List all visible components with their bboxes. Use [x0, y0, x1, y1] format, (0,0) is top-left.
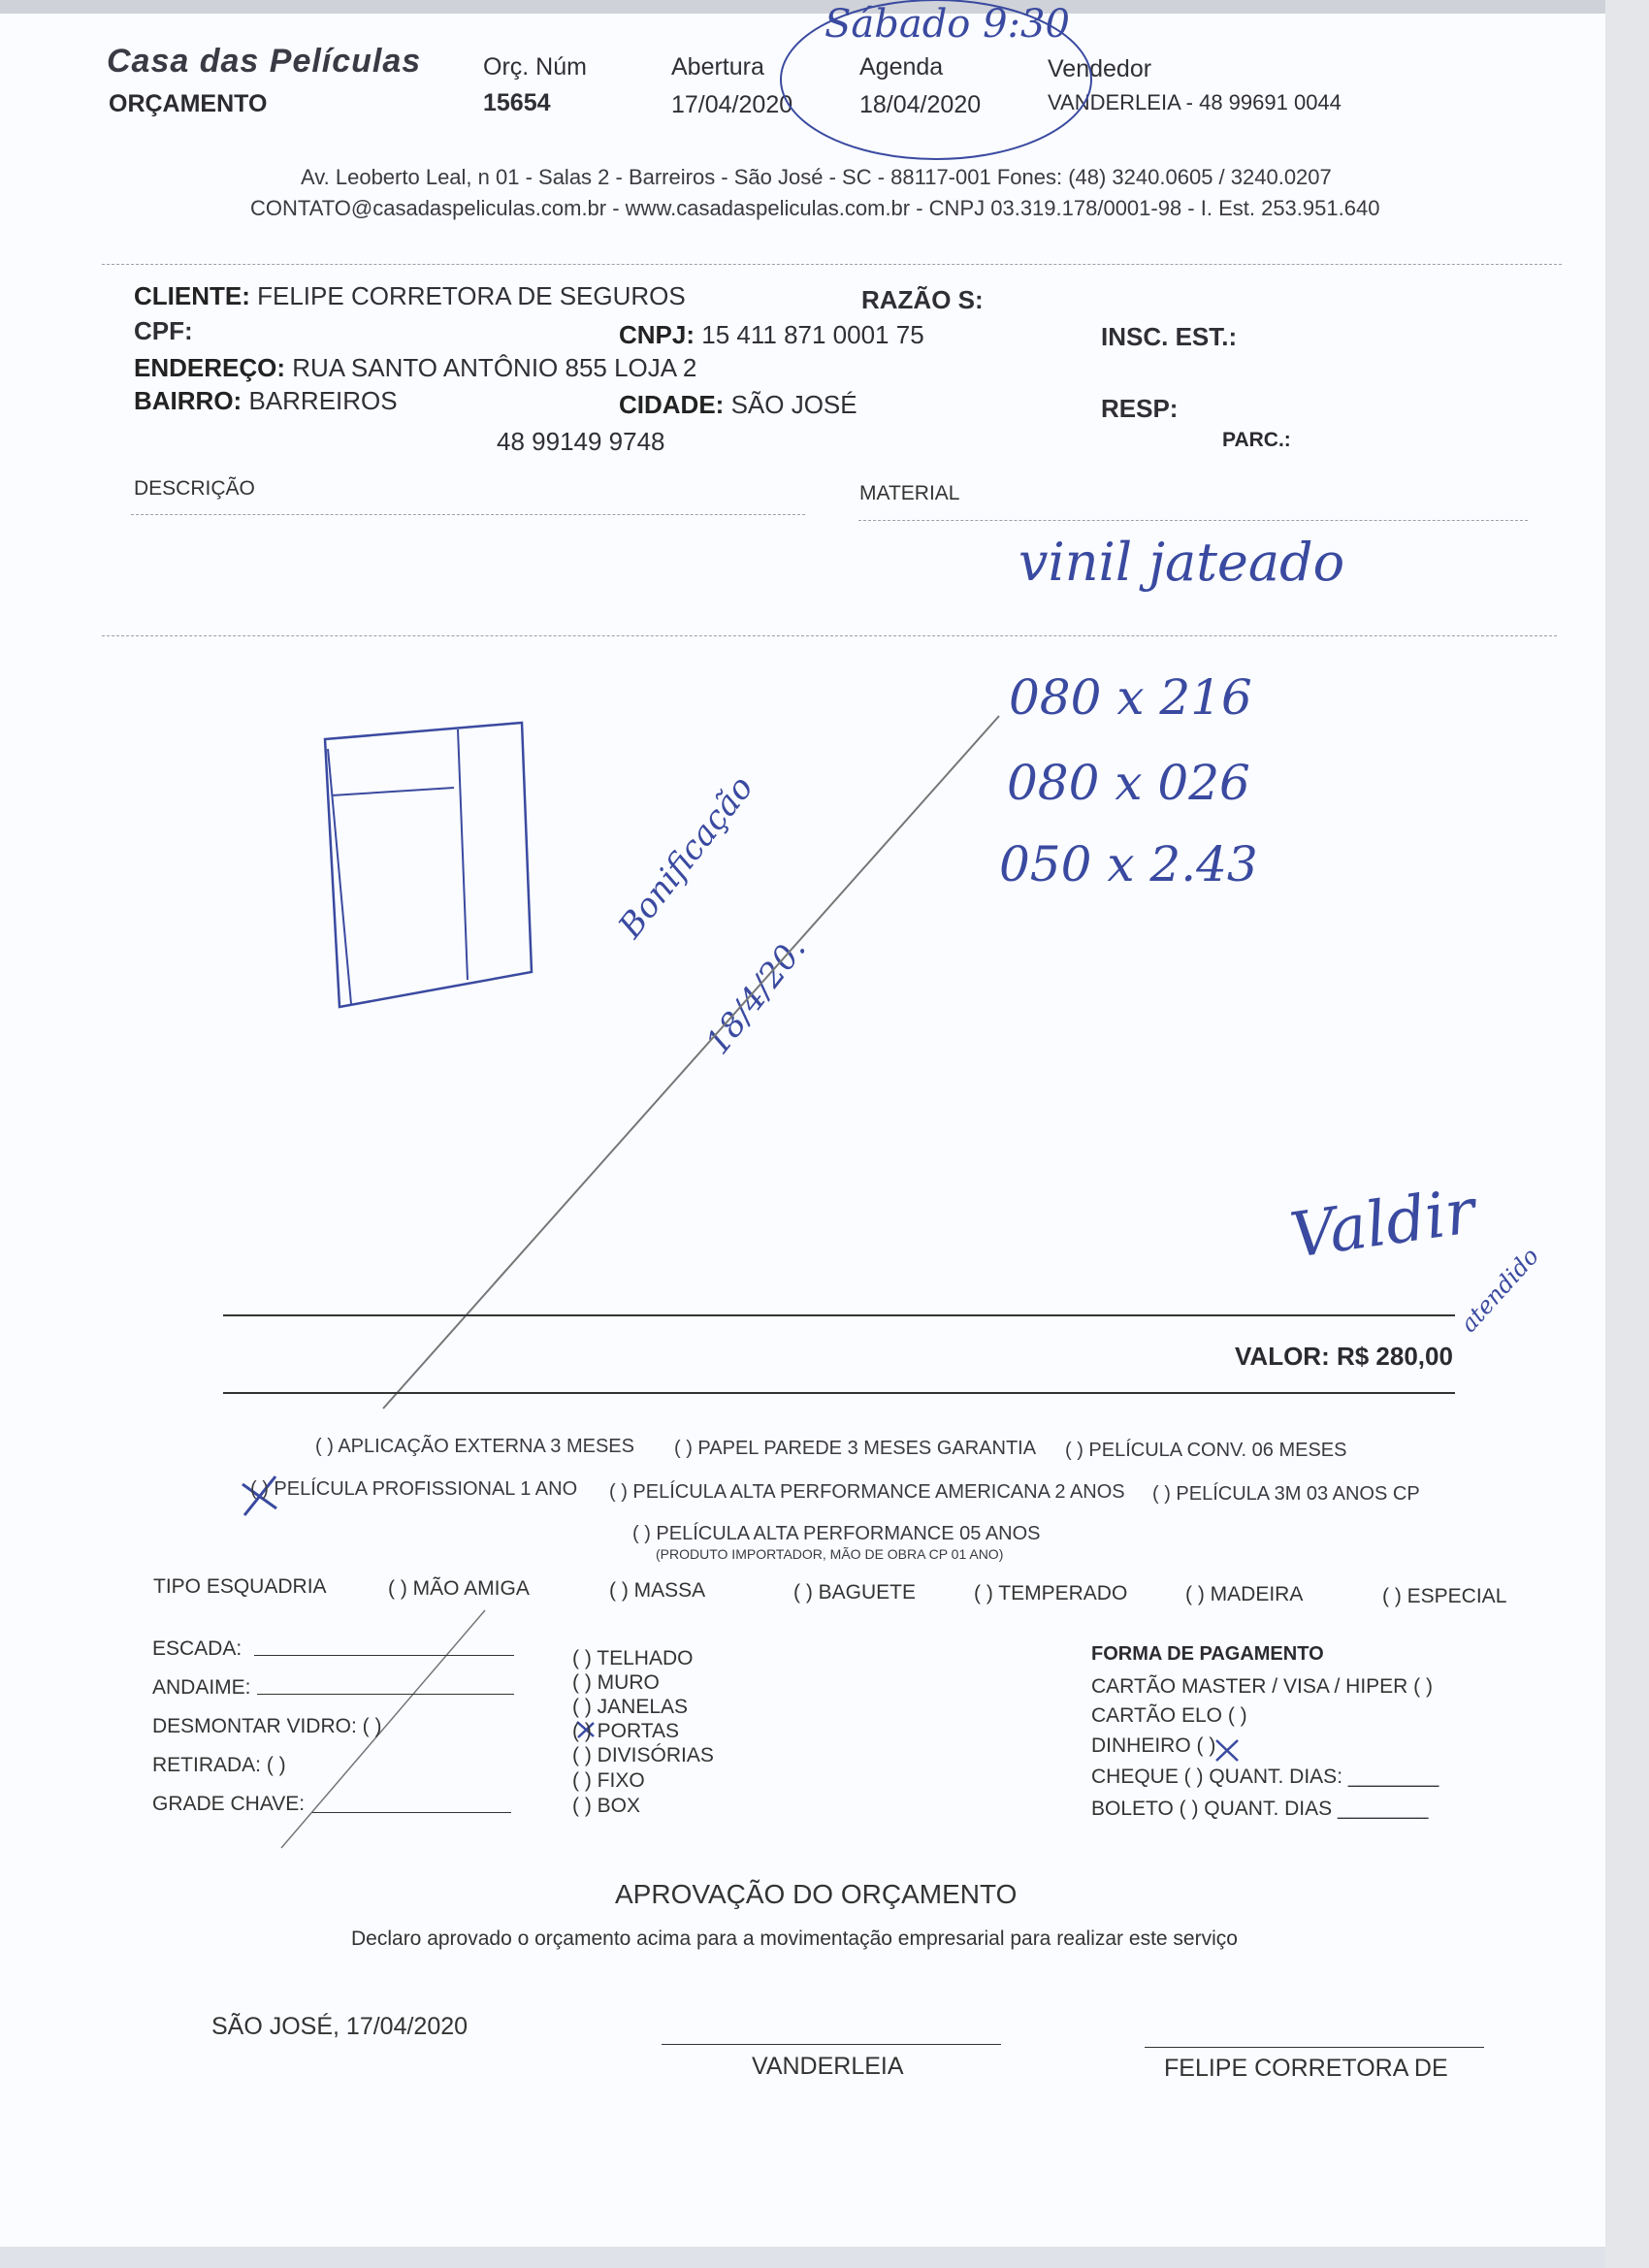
escada-label: ESCADA:: [152, 1637, 242, 1660]
option-alta-performance-americana[interactable]: ( ) PELÍCULA ALTA PERFORMANCE AMERICANA 2 ANOS: [609, 1481, 1125, 1503]
valor-top-line: [223, 1314, 1455, 1316]
company-contact: CONTATO@casadaspeliculas.com.br - www.casadaspeliculas.com.br - CNPJ 03.319.178/0001-98 - I. Est. 253.951.640: [250, 196, 1380, 220]
cpf-label: CPF:: [134, 316, 193, 345]
cidade-row: CIDADE: SÃO JOSÉ: [619, 390, 857, 419]
service-janelas[interactable]: ( ) JANELAS: [572, 1696, 689, 1718]
door-sketch-outline: [325, 723, 532, 1007]
handwritten-side-note: atendido: [1455, 1242, 1545, 1338]
cancel-diagonal-line: [383, 716, 999, 1409]
payment-cheque[interactable]: CHEQUE ( ) QUANT. DIAS: ________: [1091, 1766, 1439, 1788]
payment-cartao-elo[interactable]: CARTÃO ELO ( ): [1091, 1704, 1247, 1727]
agenda-circle: [781, 0, 1091, 159]
service-box[interactable]: ( ) BOX: [572, 1795, 641, 1817]
service-telhado[interactable]: ( ) TELHADO: [572, 1647, 694, 1669]
resp-label: RESP:: [1101, 394, 1179, 423]
abertura-label: Abertura: [671, 53, 764, 81]
option-pelicula-profissional[interactable]: ( ) PELÍCULA PROFISSIONAL 1 ANO: [250, 1478, 578, 1500]
grade-chave-line[interactable]: [312, 1812, 511, 1813]
orc-num-label: Orç. Núm: [483, 53, 587, 81]
signature-felipe: FELIPE CORRETORA DE: [1164, 2055, 1448, 2082]
handwritten-signature: Valdir: [1285, 1176, 1480, 1273]
escada-line[interactable]: [254, 1655, 514, 1656]
handwritten-note-date: 18/4/20.: [698, 929, 814, 1062]
valor-row: VALOR: R$ 280,00: [1235, 1342, 1453, 1371]
vendedor-value: VANDERLEIA - 48 99691 0044: [1048, 90, 1342, 114]
cliente-row: CLIENTE: FELIPE CORRETORA DE SEGUROS: [134, 281, 686, 310]
andaime-line[interactable]: [257, 1694, 514, 1695]
payment-boleto[interactable]: BOLETO ( ) QUANT. DIAS ________: [1091, 1798, 1429, 1820]
approval-title: APROVAÇÃO DO ORÇAMENTO: [615, 1879, 1018, 1909]
esquadria-temperado[interactable]: ( ) TEMPERADO: [974, 1582, 1128, 1604]
signature-line-right[interactable]: [1145, 2047, 1484, 2048]
company-address: Av. Leoberto Leal, n 01 - Salas 2 - Barreiros - São José - SC - 88117-001 Fones: (48) 3240.0605 / 3240.0207: [301, 165, 1332, 189]
grade-chave-label: GRADE CHAVE:: [152, 1793, 306, 1815]
doc-type-title: ORÇAMENTO: [109, 90, 268, 117]
abertura-value: 17/04/2020: [671, 91, 793, 118]
agenda-value: 18/04/2020: [859, 91, 982, 118]
orc-num-value: 15654: [483, 89, 551, 116]
option-alta-performance-note: (PRODUTO IMPORTADOR, MÃO DE OBRA CP 01 ANO): [656, 1546, 1004, 1562]
option-pelicula-conv[interactable]: ( ) PELÍCULA CONV. 06 MESES: [1065, 1440, 1347, 1461]
esquadria-massa[interactable]: ( ) MASSA: [609, 1579, 706, 1602]
service-fixo[interactable]: ( ) FIXO: [572, 1769, 645, 1792]
option-alta-performance-05[interactable]: ( ) PELÍCULA ALTA PERFORMANCE 05 ANOS: [632, 1523, 1041, 1544]
handwritten-measure-2: 080 x 026: [1007, 755, 1250, 811]
handwritten-agenda-note: Sábado 9:30: [824, 2, 1070, 47]
descricao-label: DESCRIÇÃO: [134, 477, 255, 500]
vendedor-label: Vendedor: [1048, 55, 1152, 82]
material-label: MATERIAL: [859, 482, 960, 504]
dinheiro-check-mark: [1216, 1740, 1238, 1761]
esquadria-especial[interactable]: ( ) ESPECIAL: [1382, 1585, 1507, 1607]
payment-cartao-master[interactable]: CARTÃO MASTER / VISA / HIPER ( ): [1091, 1675, 1434, 1698]
esquadria-mao-amiga[interactable]: ( ) MÃO AMIGA: [388, 1577, 530, 1600]
signature-vanderleia: VANDERLEIA: [752, 2053, 904, 2080]
andaime-label: ANDAIME:: [152, 1676, 251, 1699]
tipo-esquadria-label: TIPO ESQUADRIA: [153, 1575, 327, 1598]
payment-dinheiro[interactable]: DINHEIRO ( ): [1091, 1734, 1216, 1757]
valor-bottom-line: [223, 1392, 1455, 1394]
payment-title: FORMA DE PAGAMENTO: [1091, 1643, 1324, 1665]
handwritten-bonificacao: Bonificação: [611, 768, 761, 946]
esquadria-baguete[interactable]: ( ) BAGUETE: [793, 1581, 917, 1604]
company-logo: Casa das Películas: [107, 43, 422, 80]
service-portas[interactable]: ( ) PORTAS: [572, 1720, 680, 1742]
retirada-label[interactable]: RETIRADA: ( ): [152, 1754, 286, 1776]
telefone-value: 48 99149 9748: [497, 427, 665, 456]
endereco-row: ENDEREÇO: RUA SANTO ANTÔNIO 855 LOJA 2: [134, 353, 697, 382]
insc-est-label: INSC. EST.:: [1101, 322, 1238, 351]
cnpj-row: CNPJ: 15 411 871 0001 75: [619, 320, 924, 349]
approval-place-date: SÃO JOSÉ, 17/04/2020: [211, 2013, 469, 2040]
signature-line-left[interactable]: [662, 2044, 1001, 2045]
parc-label: PARC.:: [1222, 429, 1291, 451]
approval-text: Declaro aprovado o orçamento acima para a movimentação empresarial para realizar este serviço: [351, 1928, 1238, 1950]
option-aplicacao-externa[interactable]: ( ) APLICAÇÃO EXTERNA 3 MESES: [315, 1436, 634, 1457]
option-papel-parede[interactable]: ( ) PAPEL PAREDE 3 MESES GARANTIA: [674, 1438, 1037, 1459]
handwritten-measure-1: 080 x 216: [1009, 669, 1252, 726]
service-muro[interactable]: ( ) MURO: [572, 1671, 660, 1694]
esquadria-madeira[interactable]: ( ) MADEIRA: [1185, 1583, 1304, 1605]
option-pelicula-3m[interactable]: ( ) PELÍCULA 3M 03 ANOS CP: [1152, 1483, 1420, 1505]
agenda-label: Agenda: [859, 53, 944, 81]
desmontar-vidro-label[interactable]: DESMONTAR VIDRO: ( ): [152, 1715, 382, 1737]
handwritten-material: vinil jateado: [1018, 532, 1345, 593]
razao-label: RAZÃO S:: [861, 285, 984, 314]
handwritten-measure-3: 050 x 2.43: [999, 836, 1258, 892]
door-sketch-lines: [328, 729, 468, 1004]
bairro-row: BAIRRO: BARREIROS: [134, 386, 398, 415]
service-divisorias[interactable]: ( ) DIVISÓRIAS: [572, 1744, 714, 1766]
